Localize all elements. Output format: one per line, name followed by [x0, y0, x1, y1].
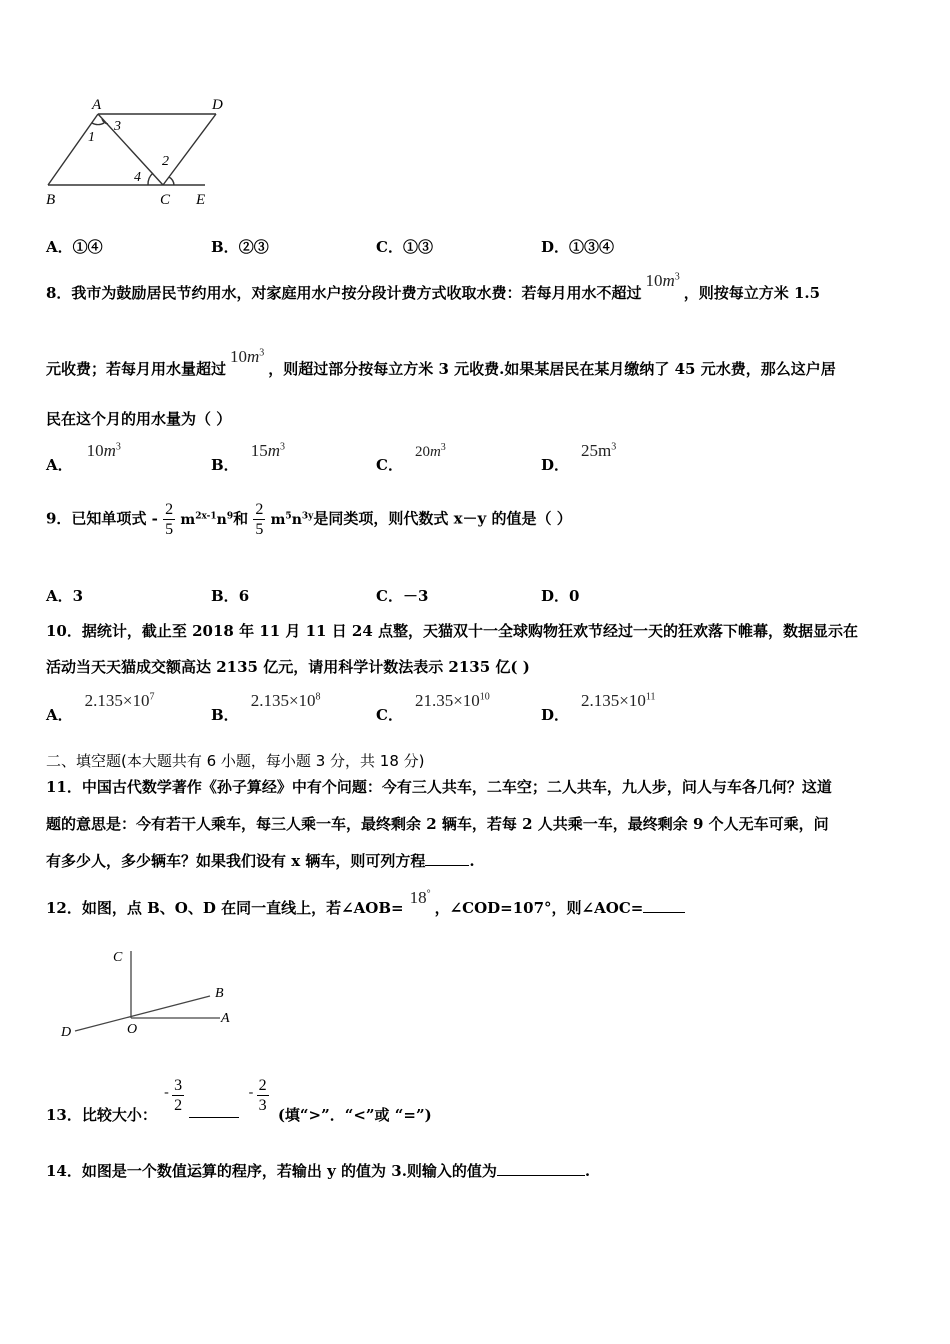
- q8-text-a: 8．我市为鼓励居民节约用水，对家庭用水户按分段计费方式收取水费：若每月用水不超过: [46, 284, 642, 302]
- option-text: ①③: [402, 238, 433, 256]
- q9-fraction-1: $\frac{2}{5}$: [165, 501, 174, 539]
- angle-arc-4: [148, 173, 153, 185]
- q11-line-2: 题的意思是：今有若干人乘车，每三人乘一车，最终剩余 2 辆车，若每 2 人共乘一车，最终剩余 9 个人无车可乘，问: [46, 815, 829, 833]
- q8-option-a[interactable]: [46, 440, 121, 474]
- line-ab: [48, 114, 98, 185]
- q13-prefix: 13．比较大小：: [46, 1105, 157, 1124]
- angle-arc-2: [169, 177, 174, 185]
- q8-quantity-10m3: $10m^3$: [645, 271, 680, 290]
- q13-line: [46, 1076, 432, 1124]
- option-letter: D．: [541, 706, 570, 724]
- option-value: $25m^3$: [581, 441, 617, 460]
- label-e: E: [196, 192, 206, 208]
- q10-option-d[interactable]: [541, 690, 656, 724]
- q11-answer-blank[interactable]: [425, 851, 469, 866]
- q9-prefix: 9．已知单项式 -: [46, 509, 158, 528]
- q9-fraction-2: $\frac{2}{5}$: [255, 501, 264, 539]
- q8-line-1: [46, 271, 821, 303]
- label-a: A: [92, 97, 102, 113]
- label-b: B: [46, 192, 56, 208]
- q11-text: 有多少人，多少辆车？如果我们设有 x 辆车，则可列方程: [46, 852, 426, 870]
- q10-line-2: 活动当天天猫成交额高达 2135 亿元，请用科学计数法表示 2135 亿( ): [46, 658, 530, 676]
- q11-period: .: [469, 852, 475, 870]
- q14-text: 14．如图是一个数值运算的程序，若输出 y 的值为 3.则输入的值为: [46, 1162, 497, 1180]
- q9-suffix: 是同类项，则代数式 x－y 的值是（ ）: [313, 509, 572, 528]
- angle-arc-1: [92, 123, 104, 125]
- q9-option-a[interactable]: [46, 585, 83, 606]
- option-letter: D．: [541, 456, 570, 474]
- q8-line-2: [46, 347, 836, 379]
- label-c: C: [160, 192, 171, 208]
- option-letter: C．: [376, 238, 403, 256]
- option-value: $10m^3$: [86, 441, 121, 460]
- label-c: C: [113, 950, 123, 965]
- angle-figure: [55, 945, 245, 1045]
- angle-label-2: 2: [162, 154, 169, 169]
- q11-line-1: 11．中国古代数学著作《孙子算经》中有个问题：今有三人共车，二车空；二人共车，九人步，问人与车各几何？这道: [46, 778, 832, 796]
- q13-fraction-2: - 2 3: [248, 1077, 267, 1115]
- parallelogram-figure: [40, 92, 240, 212]
- option-value: $2.135\times 10^{11}$: [581, 691, 656, 710]
- label-d: D: [61, 1025, 72, 1040]
- q8-text-b: ，则按每立方米 1.5: [683, 284, 821, 302]
- label-o: O: [127, 1022, 138, 1037]
- q7-option-c[interactable]: [376, 236, 433, 257]
- q7-option-a[interactable]: [46, 236, 103, 257]
- line-db: [75, 996, 210, 1031]
- q9-monomial-1: $m^{2x-1}n^9$: [180, 511, 234, 528]
- q12-suffix: ，∠COD=107°，则∠AOC=: [434, 899, 644, 917]
- q9-monomial-2: $m^5n^{3y}$: [270, 511, 314, 528]
- option-text: ①④: [72, 238, 103, 256]
- q7-option-b[interactable]: [211, 236, 269, 257]
- option-letter: A．: [46, 456, 73, 474]
- q8-line-3: 民在这个月的用水量为（ ）: [46, 410, 232, 428]
- q8-option-b[interactable]: [211, 440, 285, 474]
- q14-answer-blank[interactable]: [497, 1161, 585, 1176]
- q10-option-b[interactable]: [211, 690, 321, 724]
- q12-line: [46, 888, 685, 918]
- q10-line-1: 10．据统计，截止至 2018 年 11 月 11 日 24 点整，天猫双十一全球购物狂欢节经过一天的狂欢落下帷幕，数据显示在: [46, 622, 859, 640]
- option-letter: C．: [376, 587, 403, 605]
- option-letter: C．: [376, 456, 403, 474]
- option-value: $2.135\times 10^7$: [84, 691, 155, 710]
- q9-option-c[interactable]: [376, 585, 428, 606]
- option-value: $21.35\times 10^{10}$: [414, 691, 490, 710]
- q13-answer-blank[interactable]: [189, 1103, 239, 1118]
- option-text: －3: [402, 587, 429, 605]
- option-text: 0: [569, 587, 580, 605]
- q8-text-c: 元收费；若每月用水量超过: [46, 360, 227, 378]
- option-text: 3: [72, 587, 84, 605]
- option-value: $15m^3$: [250, 441, 285, 460]
- option-letter: B．: [211, 706, 239, 724]
- q10-option-c[interactable]: [376, 690, 490, 724]
- option-text: ②③: [238, 238, 269, 256]
- line-dc: [163, 114, 216, 185]
- section-heading: 二、填空题(本大题共有 6 小题，每小题 3 分，共 18 分): [46, 752, 425, 770]
- option-letter: D．: [541, 238, 570, 256]
- q8-text-d: ，则超过部分按每立方米 3 元收费.如果某居民在某月缴纳了 45 元水费，那么这户居: [268, 360, 836, 378]
- option-letter: A．: [46, 706, 73, 724]
- label-b: B: [215, 986, 224, 1001]
- q10-option-a[interactable]: [46, 690, 155, 724]
- option-letter: A．: [46, 238, 73, 256]
- option-letter: B．: [211, 456, 239, 474]
- angle-label-4: 4: [134, 170, 141, 185]
- option-text: 6: [238, 587, 250, 605]
- option-letter: B．: [211, 238, 239, 256]
- q12-answer-blank[interactable]: [643, 898, 685, 913]
- angle-label-3: 3: [114, 119, 121, 134]
- option-letter: A．: [46, 587, 73, 605]
- q9-and: 和: [233, 509, 249, 528]
- q14-line: [46, 1160, 590, 1181]
- q8-option-c[interactable]: [376, 440, 446, 474]
- q7-option-d[interactable]: [541, 236, 614, 257]
- option-value: $20m^3$: [414, 442, 446, 460]
- q14-period: .: [584, 1162, 591, 1180]
- option-letter: D．: [541, 587, 570, 605]
- q8-quantity-10m3-2: $10m^3$: [230, 347, 265, 366]
- option-letter: B．: [211, 587, 239, 605]
- option-text: ①③④: [569, 238, 615, 256]
- option-value: $2.135\times 10^8$: [250, 691, 321, 710]
- label-a: A: [221, 1011, 230, 1026]
- q11-line-3: [46, 850, 475, 871]
- label-d: D: [212, 97, 223, 113]
- angle-label-1: 1: [88, 130, 95, 145]
- q12-prefix: 12．如图，点 B、O、D 在同一直线上，若∠AOB=: [46, 899, 404, 917]
- q8-option-d[interactable]: [541, 440, 617, 474]
- q9-line: [46, 500, 572, 539]
- q13-fraction-1: - 3 2: [164, 1077, 183, 1115]
- q9-option-d[interactable]: [541, 585, 579, 606]
- q9-option-b[interactable]: [211, 585, 249, 606]
- q12-angle-value: 18°: [409, 888, 431, 907]
- q13-suffix: (填“>”．“<”或 “=”): [277, 1105, 432, 1124]
- option-letter: C．: [376, 706, 403, 724]
